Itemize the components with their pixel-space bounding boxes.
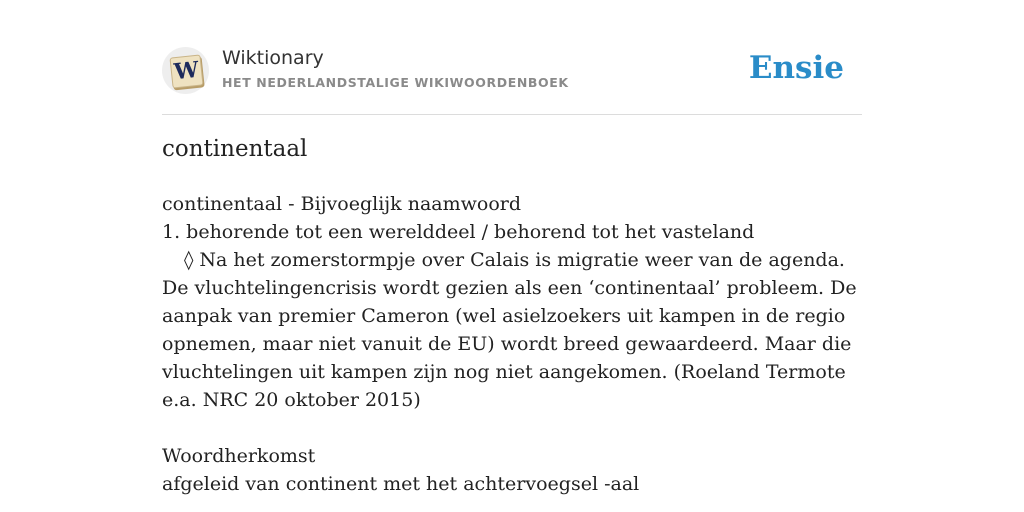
etymology-text: afgeleid van continent met het achtervoegsel -aal <box>162 473 640 495</box>
example-text: Na het zomerstormpje over Calais is migratie weer van de agenda. De vluchtelingencrisis wordt gezien als een ‘continentaal’ probleem. De aanpak van premier Cameron (wel asielzoekers uit kampen in de regio opnemen, maar niet vanuit de EU) wordt breed gewaardeerd. Maar die vluchtelingen uit kampen zijn nog niet aangekomen. (Roeland Termote e.a. NRC 20 oktober 2015) <box>162 249 857 411</box>
wiktionary-logo-icon[interactable] <box>162 47 209 94</box>
logo-tile: W <box>169 54 203 88</box>
entry-content <box>162 190 862 498</box>
ensie-logo[interactable]: Ensie <box>748 50 844 86</box>
spacer <box>162 414 862 442</box>
diamond-icon: ◊ <box>184 249 194 271</box>
definition: 1. behorende tot een werelddeel / behorend tot het vasteland <box>162 221 755 243</box>
etymology-heading: Woordherkomst <box>162 445 316 467</box>
entry-title: continentaal <box>162 136 308 162</box>
example-quote <box>162 246 862 414</box>
entry-heading-line: continentaal - Bijvoeglijk naamwoord <box>162 193 522 215</box>
site-subtitle: HET NEDERLANDSTALIGE WIKIWOORDENBOEK <box>222 75 569 90</box>
site-name[interactable]: Wiktionary <box>222 47 324 69</box>
header <box>162 44 862 115</box>
